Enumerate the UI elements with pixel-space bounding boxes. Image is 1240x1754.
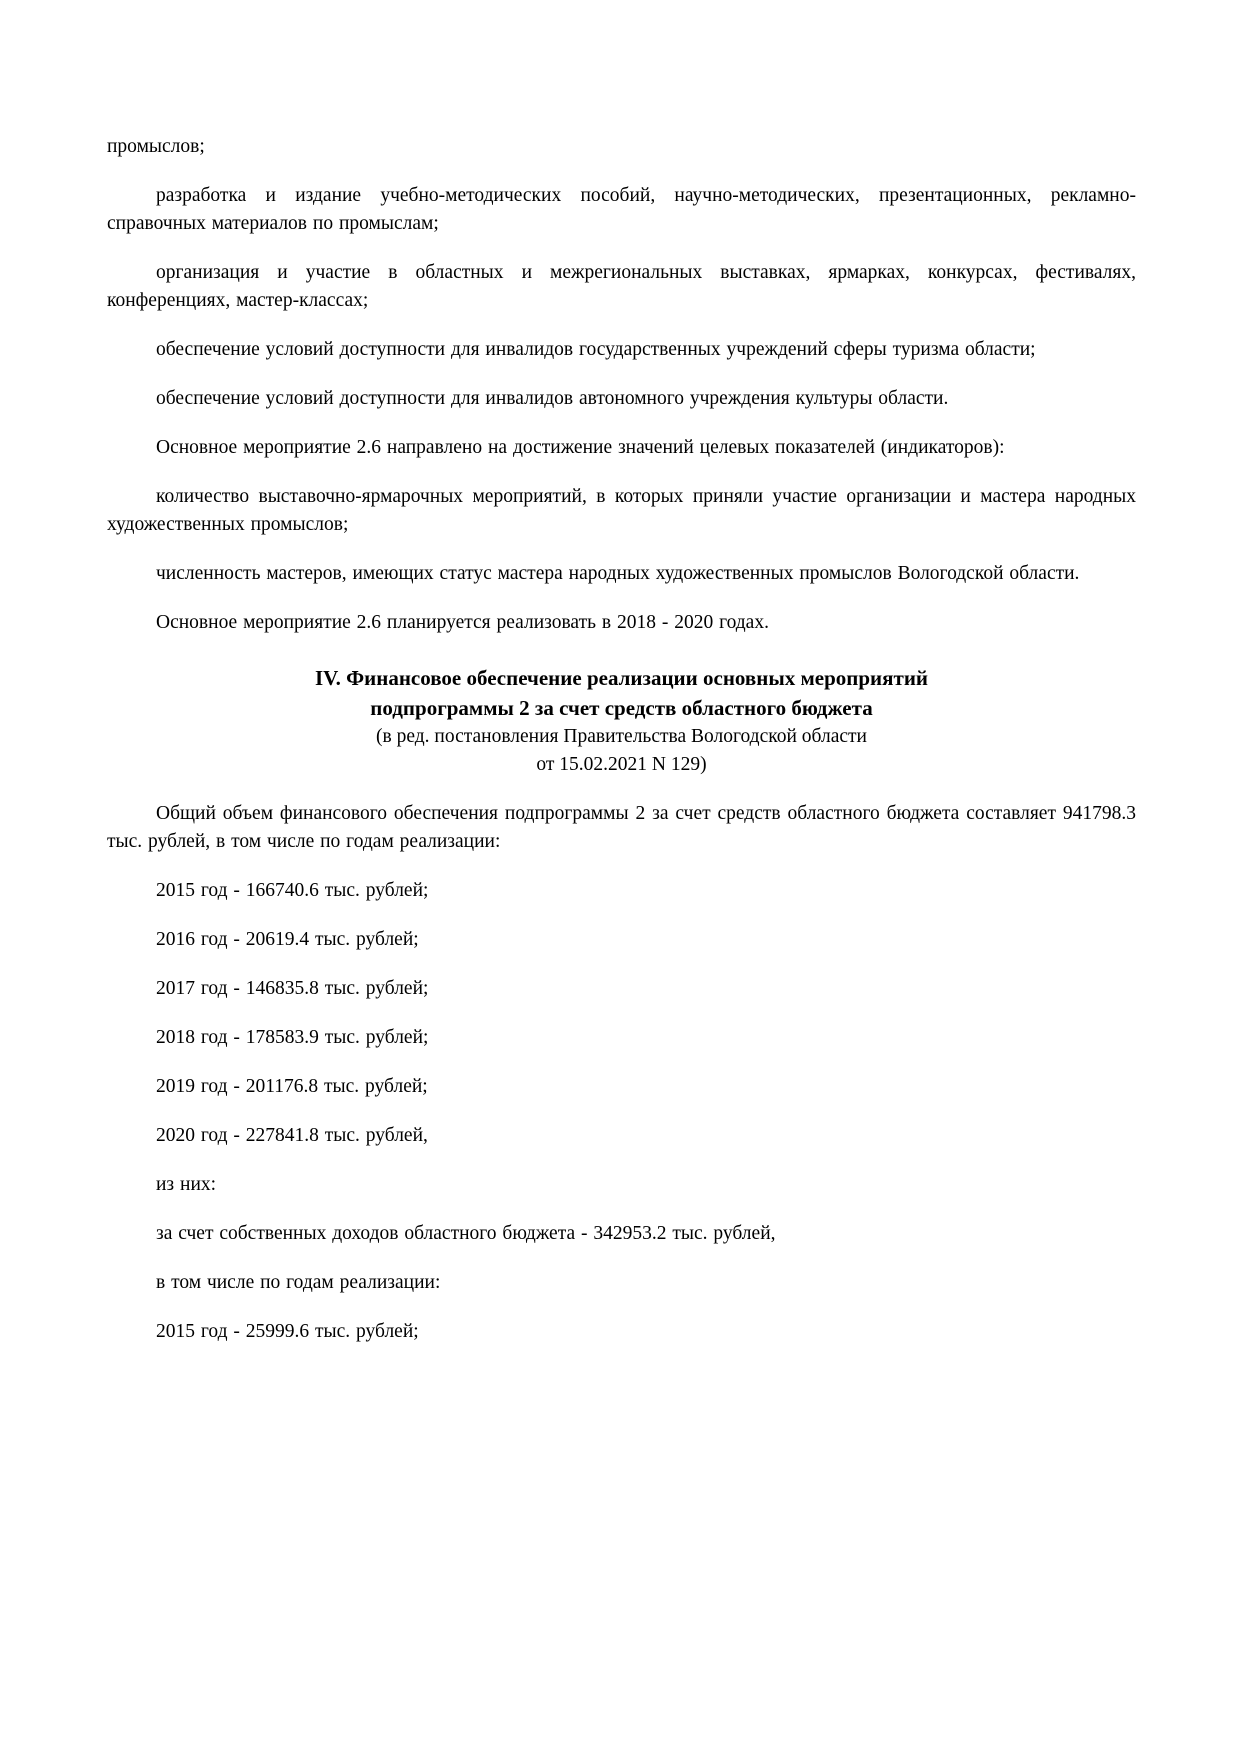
- paragraph: численность мастеров, имеющих статус мастера народных художественных промыслов Вологодской области.: [156, 563, 1080, 584]
- paragraph: Основное мероприятие 2.6 направлено на достижение значений целевых показателей (индикаторов):: [156, 437, 1005, 458]
- section-heading: [107, 663, 1136, 779]
- paragraph: из них:: [156, 1174, 217, 1195]
- amendment-note-line-2: от 15.02.2021 N 129): [536, 754, 707, 775]
- amendment-note-line-1: (в ред. постановления Правительства Вологодской области: [376, 726, 867, 747]
- paragraph: разработка и издание учебно-методических пособий, научно-методических, презентационных, рекламно-справочных материалов по промыслам;: [107, 185, 1136, 234]
- paragraph: организация и участие в областных и межрегиональных выставках, ярмарках, конкурсах, фестивалях, конференциях, мастер-классах;: [107, 262, 1136, 311]
- paragraph: за счет собственных доходов областного бюджета - 342953.2 тыс. рублей,: [156, 1223, 776, 1244]
- paragraph-budget-year: 2019 год - 201176.8 тыс. рублей;: [156, 1076, 428, 1097]
- paragraph: в том числе по годам реализации:: [156, 1272, 441, 1293]
- paragraph-budget-year: 2018 год - 178583.9 тыс. рублей;: [156, 1027, 429, 1048]
- paragraph: количество выставочно-ярмарочных мероприятий, в которых приняли участие организации и мастера народных художественных промыслов;: [107, 486, 1136, 535]
- paragraph-budget-year: 2016 год - 20619.4 тыс. рублей;: [156, 929, 419, 950]
- paragraph-continuation: промыслов;: [107, 136, 205, 157]
- paragraph-budget-year: 2015 год - 25999.6 тыс. рублей;: [156, 1321, 419, 1342]
- paragraph: обеспечение условий доступности для инвалидов государственных учреждений сферы туризма области;: [156, 339, 1036, 360]
- paragraph: обеспечение условий доступности для инвалидов автономного учреждения культуры области.: [156, 388, 949, 409]
- section-title-line-2: подпрограммы 2 за счет средств областного бюджета: [370, 696, 873, 720]
- paragraph: Общий объем финансового обеспечения подпрограммы 2 за счет средств областного бюджета составляет 941798.3 тыс. рублей, в том числе по годам реализации:: [107, 803, 1136, 852]
- paragraph-budget-year: 2017 год - 146835.8 тыс. рублей;: [156, 978, 429, 999]
- paragraph: Основное мероприятие 2.6 планируется реализовать в 2018 - 2020 годах.: [156, 612, 769, 633]
- section-title-line-1: IV. Финансовое обеспечение реализации основных мероприятий: [314, 666, 929, 690]
- paragraph-budget-year: 2020 год - 227841.8 тыс. рублей,: [156, 1125, 428, 1146]
- paragraph-budget-year: 2015 год - 166740.6 тыс. рублей;: [156, 880, 429, 901]
